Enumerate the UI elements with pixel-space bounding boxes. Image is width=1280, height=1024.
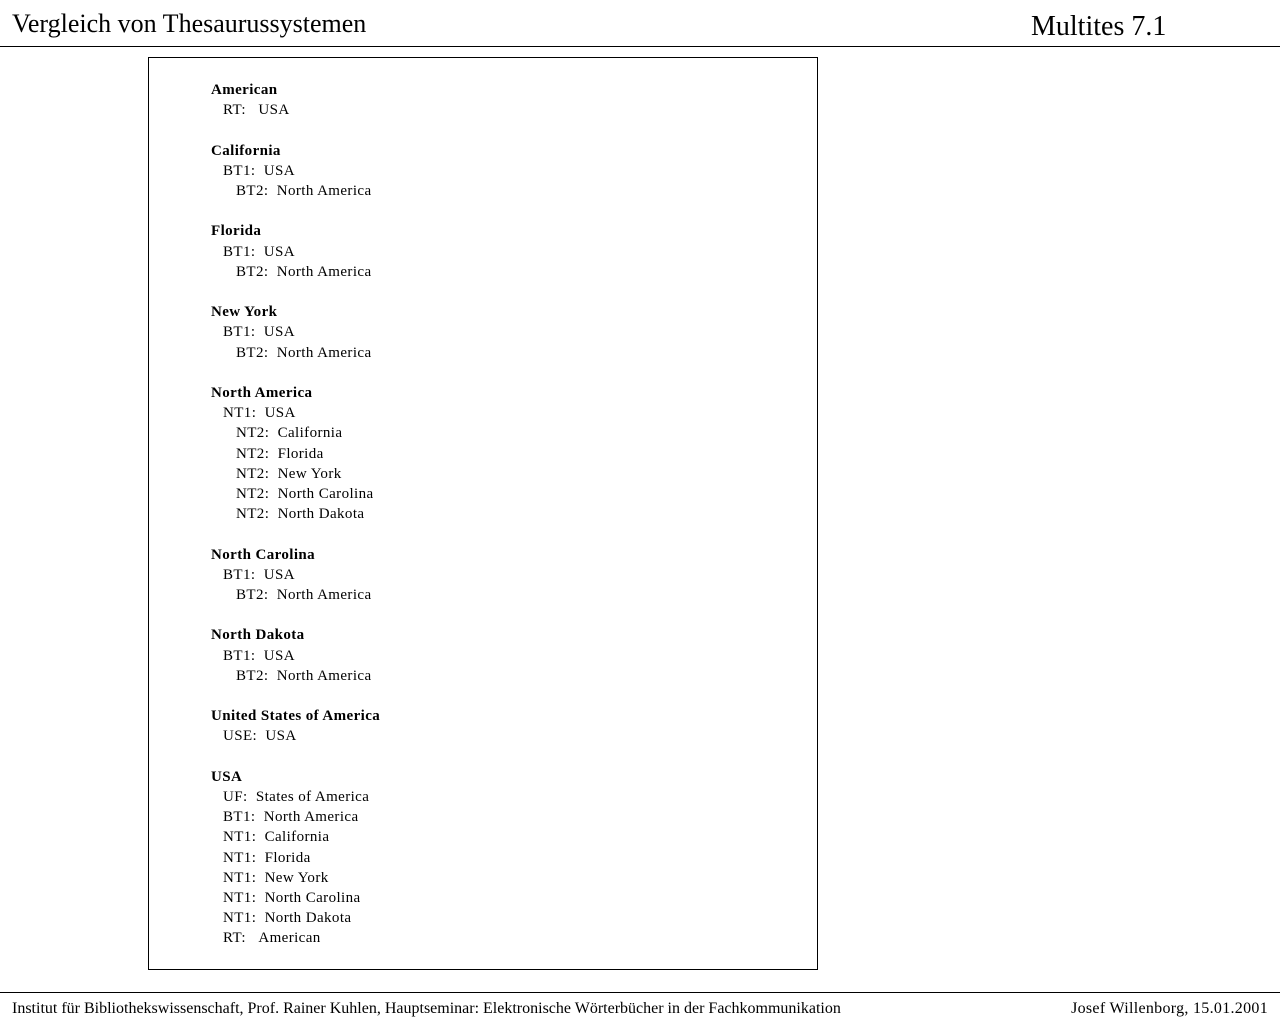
entry-term: New York <box>211 304 278 321</box>
entry-relation <box>211 444 380 464</box>
relation-value: New York <box>264 869 329 886</box>
entry-relation <box>211 181 380 201</box>
header-divider <box>0 46 1280 47</box>
relation-value: North America <box>276 587 372 603</box>
relation-value: Florida <box>277 445 324 462</box>
entry-term: USA <box>211 768 243 785</box>
relation-value: California <box>264 829 330 846</box>
entry-relation <box>211 585 380 605</box>
footer-divider <box>0 992 1280 993</box>
entry-relation <box>211 464 380 484</box>
relation-code: BT2: <box>236 344 269 361</box>
entry-relation <box>211 888 380 908</box>
relation-value: American <box>258 930 321 947</box>
relation-code: RT: <box>223 102 246 119</box>
thesaurus-entry <box>211 706 380 746</box>
relation-value: North America <box>276 263 372 280</box>
relation-code: BT1: <box>223 243 256 260</box>
relation-value: USA <box>258 102 290 119</box>
relation-value: North Carolina <box>277 486 374 502</box>
entry-term: American <box>211 82 278 98</box>
relation-value: USA <box>263 243 295 260</box>
product-name: Multites 7.1 <box>1031 11 1167 42</box>
relation-code: RT: <box>223 930 246 947</box>
entry-relation <box>211 787 380 807</box>
entry-relation <box>211 262 380 282</box>
relation-code: USE: <box>223 728 258 745</box>
relation-value: North Dakota <box>264 910 352 927</box>
entry-relation <box>211 726 380 746</box>
entry-relation <box>211 827 380 847</box>
relation-code: NT2: <box>236 506 270 523</box>
entry-relation <box>211 868 380 888</box>
relation-code: BT1: <box>223 647 256 664</box>
relation-value: North America <box>276 344 372 361</box>
entry-term: California <box>211 142 281 159</box>
relation-code: NT2: <box>236 465 270 482</box>
relation-code: NT1: <box>223 890 257 906</box>
entry-term: North America <box>211 384 313 401</box>
entry-relation <box>211 484 380 504</box>
relation-value: North America <box>276 183 372 199</box>
footer-institution: Institut für Bibliothekswissenschaft, Prof. Rainer Kuhlen, Hauptseminar: Elektronische Wörterbücher in der Fachkommunikation <box>12 1000 841 1017</box>
relation-code: BT2: <box>236 667 269 684</box>
entry-relation <box>211 403 380 423</box>
entry-relation <box>211 322 380 342</box>
relation-code: BT1: <box>223 162 256 179</box>
entry-term: North Carolina <box>211 546 316 563</box>
entry-relation <box>211 928 380 948</box>
relation-code: NT1: <box>223 829 257 846</box>
entry-relation <box>211 161 380 181</box>
relation-code: BT2: <box>236 263 269 280</box>
relation-value: Florida <box>264 849 311 866</box>
relation-code: BT2: <box>236 587 269 603</box>
relation-value: USA <box>263 647 295 664</box>
thesaurus-entry <box>211 221 380 282</box>
relation-code: NT1: <box>223 910 257 927</box>
entry-relation <box>211 848 380 868</box>
thesaurus-entry <box>211 625 380 686</box>
entry-relation <box>211 565 380 585</box>
footer-author-date: Josef Willenborg, 15.01.2001 <box>1071 1000 1268 1017</box>
entry-relation <box>211 343 380 363</box>
relation-value: USA <box>263 566 295 583</box>
thesaurus-entry <box>211 383 380 524</box>
page-title: Vergleich von Thesaurussystemen <box>12 9 367 38</box>
relation-code: NT2: <box>236 486 270 502</box>
relation-code: NT2: <box>236 445 270 462</box>
relation-value: North Dakota <box>277 506 365 523</box>
entry-relation <box>211 100 380 120</box>
relation-value: USA <box>263 324 295 341</box>
relation-code: BT1: <box>223 324 256 341</box>
entry-term: United States of America <box>211 708 381 725</box>
entry-term: Florida <box>211 223 262 240</box>
entry-relation <box>211 242 380 262</box>
relation-code: NT2: <box>236 425 270 442</box>
thesaurus-entry <box>211 141 380 202</box>
relation-code: NT1: <box>223 405 257 422</box>
relation-code: NT1: <box>223 849 257 866</box>
relation-value: USA <box>264 405 296 422</box>
entry-relation <box>211 504 380 524</box>
entry-term: North Dakota <box>211 627 305 644</box>
thesaurus-entry-list <box>211 80 380 969</box>
thesaurus-entry <box>211 767 380 949</box>
relation-code: BT2: <box>236 183 269 199</box>
thesaurus-entry <box>211 302 380 363</box>
thesaurus-entry <box>211 545 380 606</box>
relation-value: North America <box>276 667 372 684</box>
entry-relation <box>211 646 380 666</box>
relation-code: UF: <box>223 788 248 805</box>
relation-value: California <box>277 425 343 442</box>
relation-value: North Carolina <box>264 890 361 906</box>
relation-code: BT1: <box>223 566 256 583</box>
entry-relation <box>211 666 380 686</box>
relation-code: BT1: <box>223 809 256 826</box>
relation-value: North America <box>263 809 359 826</box>
relation-value: States of America <box>255 788 370 805</box>
relation-value: New York <box>277 465 342 482</box>
entry-relation <box>211 908 380 928</box>
relation-code: NT1: <box>223 869 257 886</box>
thesaurus-entry <box>211 80 380 120</box>
relation-value: USA <box>263 162 295 179</box>
entry-relation <box>211 807 380 827</box>
entry-relation <box>211 423 380 443</box>
relation-value: USA <box>265 728 297 745</box>
